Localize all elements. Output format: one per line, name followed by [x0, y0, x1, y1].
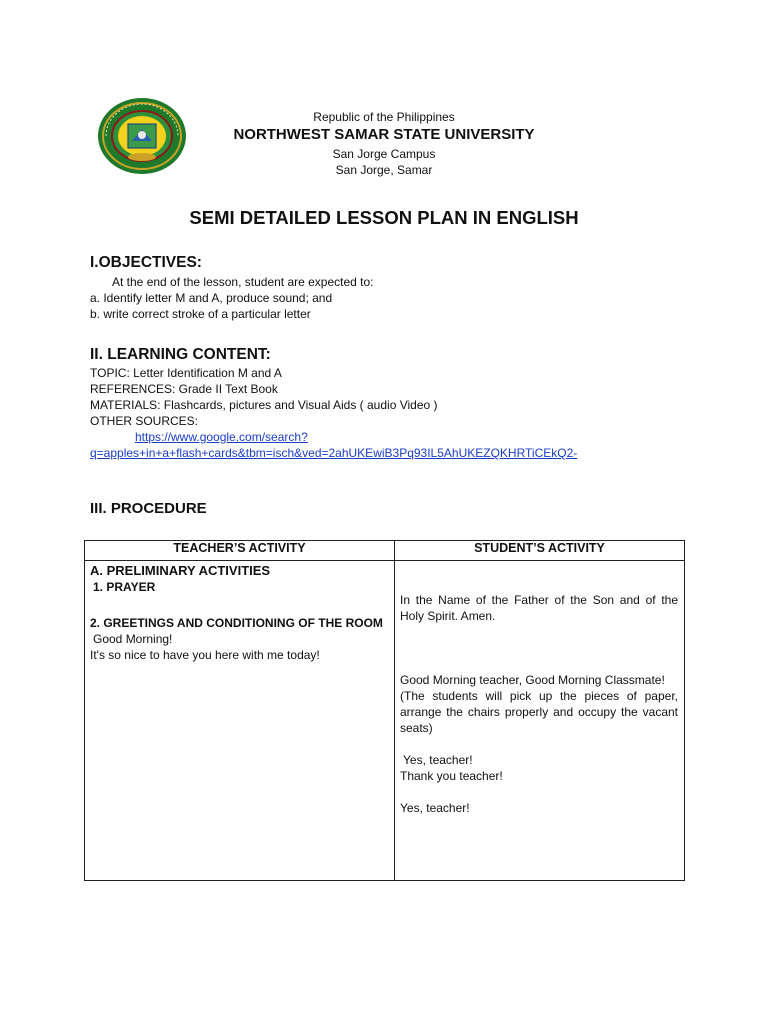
student-yes-response: Yes, teacher!	[400, 801, 470, 815]
table-row	[85, 561, 685, 881]
teacher-activity-cell	[85, 561, 395, 881]
source-link-continued[interactable]: q=apples+in+a+flash+cards&tbm=isch&ved=2ahUKEwiB3Pq93IL5AhUKEZQKHRTiCEkQ2-	[90, 446, 578, 460]
republic-label: Republic of the Philippines	[313, 110, 455, 124]
table-header-row	[85, 541, 685, 561]
teacher-welcome: It's so nice to have you here with me today!	[90, 648, 320, 662]
student-thanks-response: Thank you teacher!	[400, 769, 503, 783]
prayer-step: 1. PRAYER	[93, 580, 156, 594]
student-activity-cell	[395, 561, 685, 881]
student-activity-header: STUDENT’S ACTIVITY	[395, 541, 685, 561]
campus-location: San Jorge, Samar	[335, 163, 433, 177]
greetings-step: 2. GREETINGS AND CONDITIONING OF THE ROOM	[90, 616, 383, 630]
student-conditioning-note: (The students will pick up the pieces of paper, arrange the chairs properly and occupy the vacant seats)	[400, 689, 678, 735]
teacher-activity-header: TEACHER’S ACTIVITY	[85, 541, 395, 561]
student-yes-response: Yes, teacher!	[403, 753, 473, 767]
teacher-greeting: Good Morning!	[93, 632, 173, 646]
source-link[interactable]: https://www.google.com/search?	[135, 430, 308, 444]
campus-name: San Jorge Campus	[332, 147, 436, 161]
document-title: SEMI DETAILED LESSON PLAN IN ENGLISH	[189, 207, 579, 228]
learning-content-heading: II. LEARNING CONTENT:	[90, 346, 271, 363]
objectives-heading: I.OBJECTIVES:	[90, 254, 202, 271]
procedure-table	[84, 540, 685, 881]
university-name: NORTHWEST SAMAR STATE UNIVERSITY	[233, 126, 535, 143]
procedure-heading: III. PROCEDURE	[90, 500, 207, 517]
other-sources-label: OTHER SOURCES:	[90, 414, 199, 428]
objectives-intro: At the end of the lesson, student are expected to:	[112, 275, 374, 289]
preliminary-activities-heading: A. PRELIMINARY ACTIVITIES	[90, 563, 271, 578]
objective-item: b. write correct stroke of a particular letter	[90, 307, 311, 321]
references-line: REFERENCES: Grade II Text Book	[90, 382, 278, 396]
objective-item: a. Identify letter M and A, produce sound; and	[90, 291, 333, 305]
topic-line: TOPIC: Letter Identification M and A	[90, 366, 282, 380]
materials-line: MATERIALS: Flashcards, pictures and Visual Aids ( audio Video )	[90, 398, 438, 412]
student-greeting-response: Good Morning teacher, Good Morning Classmate!	[400, 673, 665, 687]
student-prayer-response: In the Name of the Father of the Son and of the Holy Spirit. Amen.	[400, 593, 678, 623]
